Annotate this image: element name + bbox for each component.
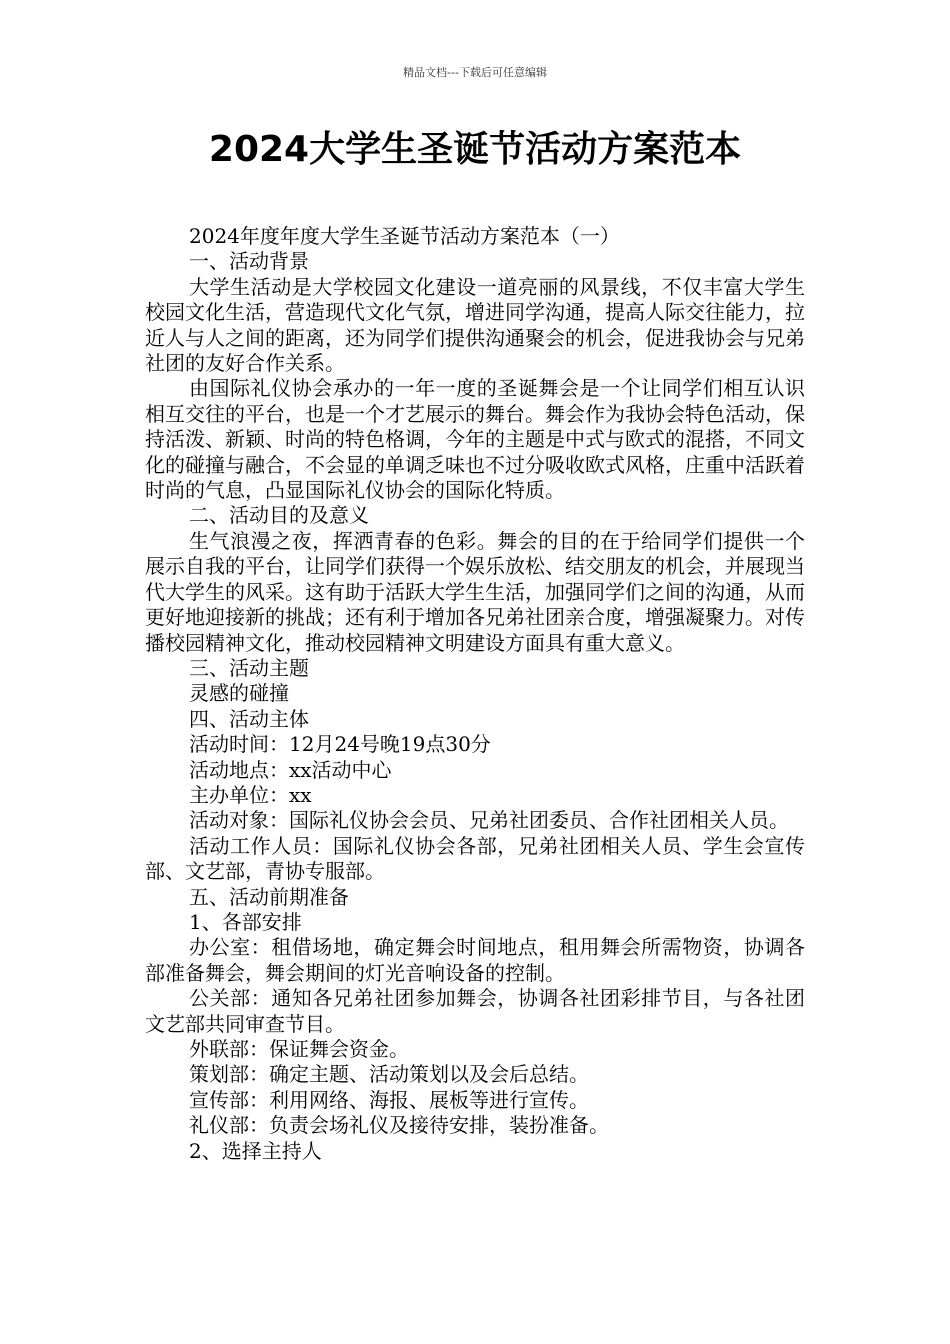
paragraph-theme: 灵感的碰撞	[189, 681, 289, 706]
paragraph-publicity: 宣传部：利用网络、海报、展板等进行宣传。	[189, 1087, 589, 1112]
page-header-note: 精品文档---下载后可任意编辑	[403, 66, 547, 79]
paragraph-activity-location: 活动地点：xx活动中心	[189, 757, 392, 782]
paragraph-purpose: 生气浪漫之夜，挥洒青春的色彩。舞会的目的在于给同学们提供一个展示自我的平台，让同学们获得一个娱乐放松、结交朋友的机会，并展现当代大学生的风采。这有助于活跃大学生生活，加强同学们之间的沟通，从而更好地迎接新的挑战；还有利于增加各兄弟社团亲合度，增强凝聚力。对传播校园精神文化，推动校园精神文明建设方面具有重大意义。	[145, 528, 805, 655]
paragraph-public-relations: 公关部：通知各兄弟社团参加舞会，协调各社团彩排节目，与各社团文艺部共同审查节目。	[145, 986, 805, 1036]
paragraph-office: 办公室：租借场地，确定舞会时间地点，租用舞会所需物资，协调各部准备舞会，舞会期间的灯光音响设备的控制。	[145, 935, 805, 985]
section-heading-theme: 三、活动主题	[189, 655, 309, 680]
paragraph-activity-time: 活动时间：12月24号晚19点30分	[189, 732, 491, 757]
document-body	[145, 224, 805, 1164]
paragraph-background-2: 由国际礼仪协会承办的一年一度的圣诞舞会是一个让同学们相互认识相互交往的平台，也是一个才艺展示的舞台。舞会作为我协会特色活动，保持活泼、新颖、时尚的特色格调，今年的主题是中式与欧式的混搭，不同文化的碰撞与融合，不会显的单调乏味也不过分吸收欧式风格，庄重中活跃着时尚的气息，凸显国际礼仪协会的国际化特质。	[145, 376, 805, 503]
document-title: 2024大学生圣诞节活动方案范本	[208, 129, 742, 170]
paragraph-audience: 活动对象：国际礼仪协会会员、兄弟社团委员、合作社团相关人员。	[189, 808, 789, 833]
section-heading-purpose: 二、活动目的及意义	[189, 503, 369, 528]
section-heading-main: 四、活动主体	[189, 706, 309, 731]
paragraph-staff: 活动工作人员：国际礼仪协会各部，兄弟社团相关人员、学生会宣传部、文艺部，青协专服部。	[145, 833, 805, 884]
paragraph-organizer: 主办单位：xx	[189, 782, 312, 807]
subsection-heading-host: 2、选择主持人	[189, 1138, 322, 1163]
paragraph-external-relations: 外联部：保证舞会资金。	[189, 1037, 409, 1061]
section-heading-background: 一、活动背景	[189, 249, 309, 274]
section-heading-preparation: 五、活动前期准备	[189, 884, 349, 909]
paragraph-subtitle: 2024年度年度大学生圣诞节活动方案范本（一）	[189, 224, 620, 248]
paragraph-planning: 策划部：确定主题、活动策划以及会后总结。	[189, 1062, 589, 1087]
paragraph-background-1: 大学生活动是大学校园文化建设一道亮丽的风景线，不仅丰富大学生校园文化生活，营造现代文化气氛，增进同学沟通，提高人际交往能力，拉近人与人之间的距离，还为同学们提供沟通聚会的机会，促进我协会与兄弟社团的友好合作关系。	[145, 274, 805, 376]
paragraph-etiquette: 礼仪部：负责会场礼仪及接待安排，装扮准备。	[189, 1113, 609, 1138]
subsection-heading-departments: 1、各部安排	[189, 909, 302, 934]
